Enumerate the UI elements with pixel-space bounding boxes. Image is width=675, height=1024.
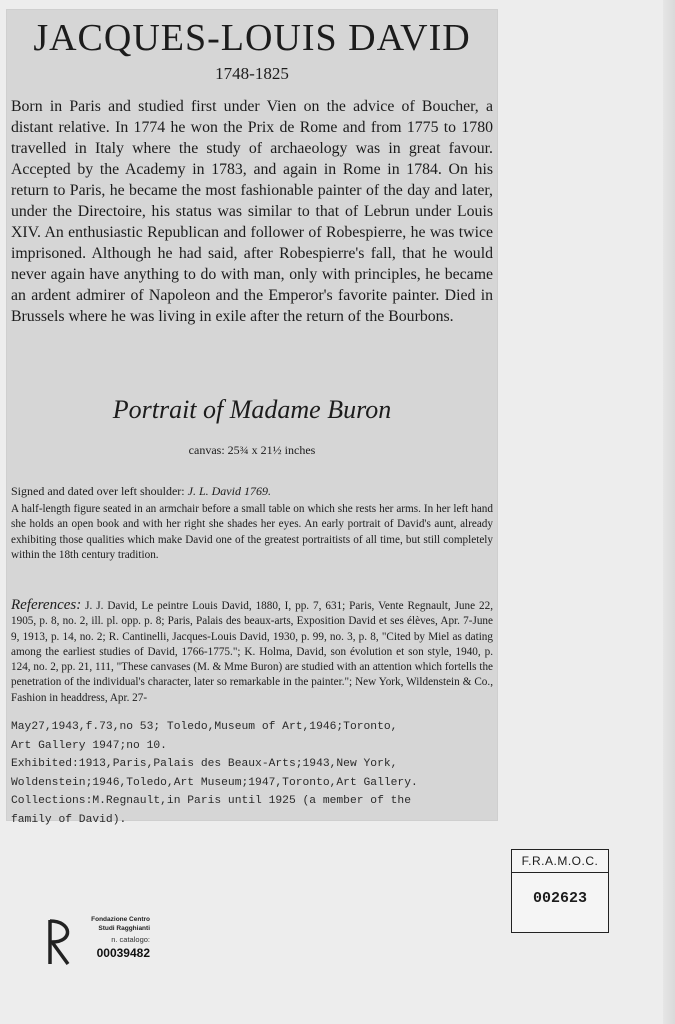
references-heading: References: bbox=[11, 598, 82, 613]
foundation-name-line1: Fondazione Centro bbox=[91, 916, 150, 923]
catalog-number: 00039482 bbox=[96, 946, 150, 960]
signature-text: J. L. David 1769. bbox=[187, 484, 271, 498]
foundation-name-line2: Studi Ragghianti bbox=[98, 924, 150, 932]
catalog-label: n. catalogo: bbox=[111, 935, 150, 944]
typed-note bbox=[11, 718, 497, 829]
references-text: J. J. David, Le peintre Louis David, 1880, I, pp. 7, 631; Paris, Vente Regnault, June 22, 1905, p. 8, no. 2, ill. pl. opp. p. 8; Paris, Palais des beaux-arts, Exposition David et ses élèves, Apr. 7-June 9, 1913, p. 14, no. 2; R. Cantinelli, Jacques-Louis David, 1930, p. 99, no. 3, p. 8, "Cited by Miel as dating among the earliest studies of David, 1766-1775."; K. Holma, David, son évolution et son style, 1940, p. 124, no. 2, pp. 21, 111, "These canvases (M. & Mme Buron) are studied with an attention which fortells the penetration of the individual's character, later so remarkable in the painter."; New York, Wildenstein & Co., Fashion in headdress, Apr. 27- bbox=[11, 600, 493, 704]
biography-paragraph: Born in Paris and studied first under Vien on the advice of Boucher, a distant relative. In 1774 he won the Prix de Rome and from 1775 to 1780 travelled in Italy where the study of archaeology was in great favour. Accepted by the Academy in 1783, and again in Rome in 1784. On his return to Paris, he became the most fashionable painter of the day and later, under the Directoire, his status was similar to that of Lebrun under Louis XIV. An enthusiastic Republican and follower of Robespierre, he was twice imprisoned. Although he had said, after Robespierre's fall, that he would never again have anything to do with man, only with principles, he became an ardent admirer of Napoleon and the Emperor's favorite painter. Died in Brussels where he was living in exile after the return of the Bourbons. bbox=[11, 98, 493, 325]
stamp-header: F.R.A.M.O.C. bbox=[512, 850, 608, 873]
work-description: A half-length figure seated in an armchair before a small table on which she rests her arms. In her left hand she holds an open book and with her right she shades her eyes. An early portrait of David's aunt, already exhibiting those qualities which make David one of the greatest portraitists of all time, but still completely within the 18th century tradition. bbox=[11, 503, 493, 561]
stamp-number: 002623 bbox=[532, 890, 587, 907]
ragghianti-logo-icon bbox=[46, 918, 76, 966]
typed-line: May27,1943,f.73,no 53; Toledo,Museum of Art,1946;Toronto, bbox=[11, 721, 398, 733]
medium-dimensions: canvas: 25¾ x 21½ inches bbox=[188, 443, 316, 457]
typed-line: family of David). bbox=[11, 813, 127, 826]
signature-label: Signed and dated over left shoulder: bbox=[11, 484, 188, 498]
framoc-stamp bbox=[511, 849, 609, 933]
typed-line: Collections:M.Regnault,in Paris until 1925 (a member of the bbox=[11, 795, 411, 807]
references-section bbox=[11, 598, 493, 720]
typed-line: Woldenstein;1946,Toledo,Art Museum;1947,Toronto,Art Gallery. bbox=[11, 776, 418, 789]
artist-name: JACQUES-LOUIS DAVID bbox=[33, 17, 471, 59]
foundation-label bbox=[80, 916, 150, 961]
work-title: Portrait of Madame Buron bbox=[112, 395, 392, 424]
page-edge bbox=[663, 0, 675, 1024]
catalog-sheet bbox=[7, 10, 497, 826]
signature-note bbox=[11, 484, 493, 499]
typed-line: Exhibited:1913,Paris,Palais des Beaux-Arts;1943,New York, bbox=[11, 758, 398, 770]
typed-line: Art Gallery 1947;no 10. bbox=[11, 739, 167, 752]
artist-dates: 1748-1825 bbox=[215, 64, 289, 83]
